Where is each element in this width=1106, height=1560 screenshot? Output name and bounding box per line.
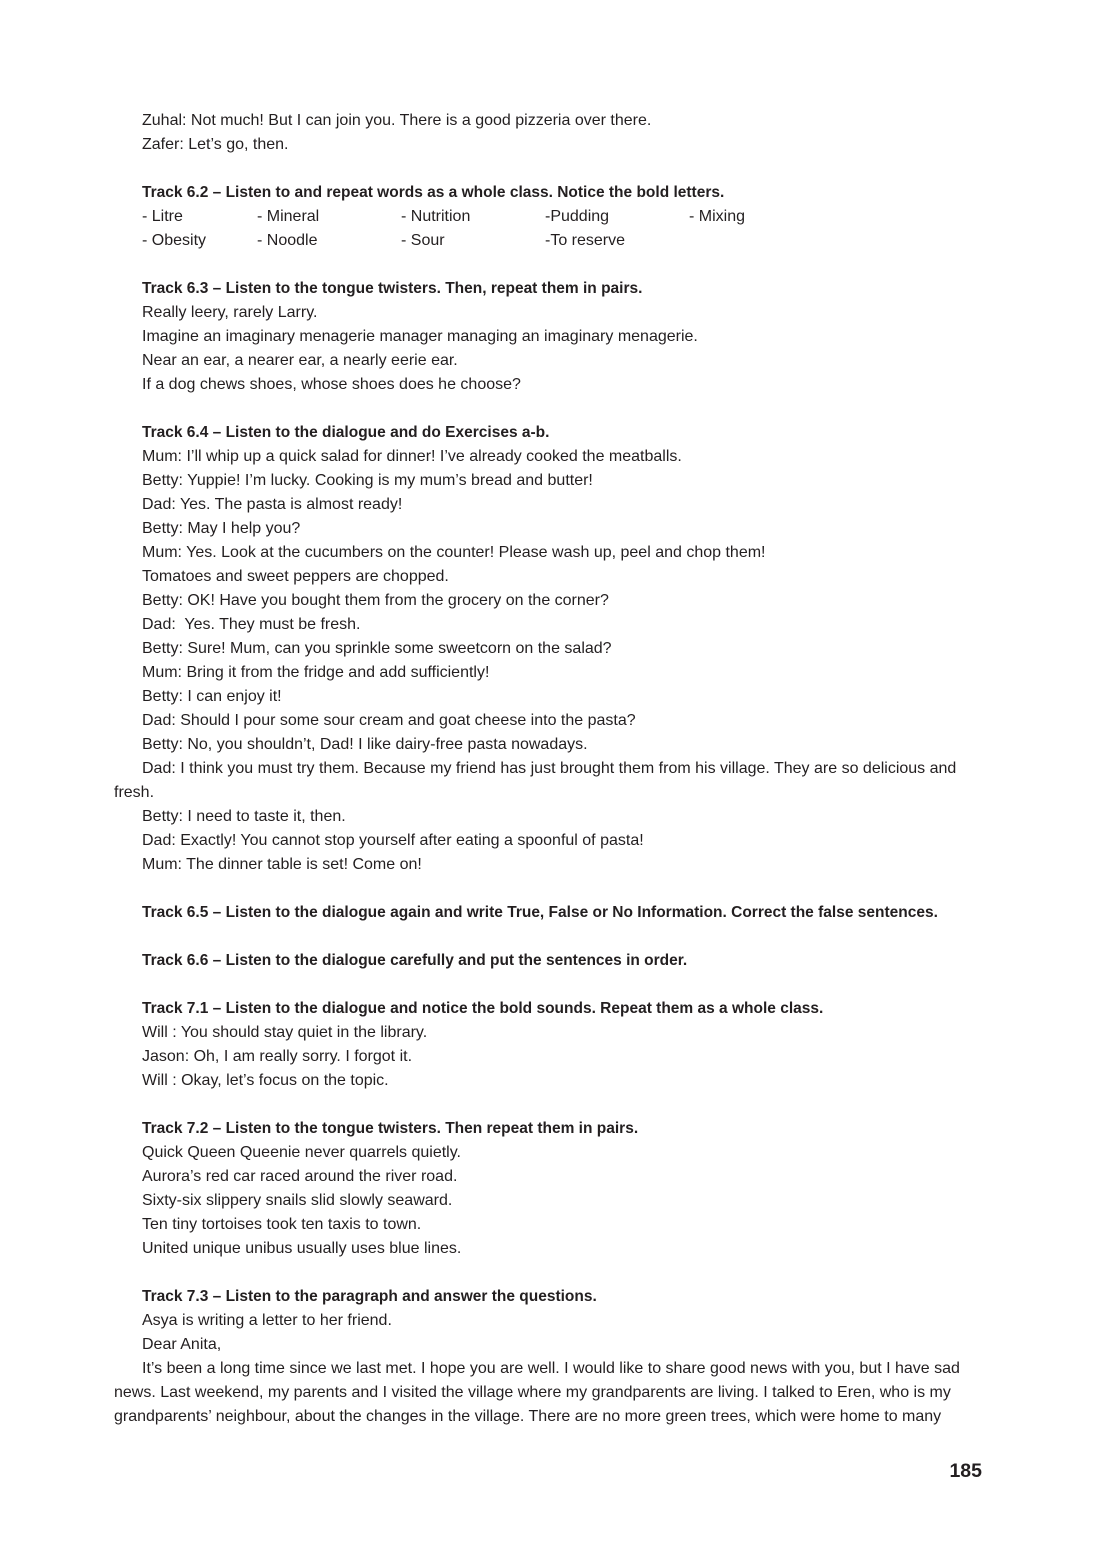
- word-item: - Obesity: [142, 232, 207, 249]
- intro-dialogue: [114, 109, 1014, 157]
- dialogue-line: Mum: Yes. Look at the cucumbers on the counter! Please wash up, peel and chop them!: [142, 544, 766, 561]
- letter-intro-sentence: Asya is writing a letter to her friend.: [142, 1312, 392, 1329]
- track-6-5-section: [114, 901, 1014, 925]
- word-item: - Mixing: [689, 208, 746, 225]
- dialogue-line: Dad: I think you must try them. Because my friend has just brought them from his village. They are so delicious and: [142, 760, 957, 777]
- word-item: - Noodle: [257, 232, 318, 249]
- tongue-twister-line: Imagine an imaginary menagerie manager managing an imaginary menagerie.: [142, 328, 698, 345]
- dialogue-line: Betty: May I help you?: [142, 520, 301, 537]
- letter-paragraph-line: It’s been a long time since we last met. I hope you are well. I would like to share good news with you, but I have sad: [142, 1360, 960, 1377]
- tongue-twister-line: Really leery, rarely Larry.: [142, 304, 318, 321]
- track-6-3-section: [114, 277, 1014, 397]
- word-item: - Sour: [401, 232, 445, 249]
- letter-paragraph-line: news. Last weekend, my parents and I visited the village where my grandparents are living. I talked to Eren, who is my: [114, 1384, 951, 1401]
- track-7-2-section: [114, 1117, 1014, 1261]
- dialogue-line: Mum: I’ll whip up a quick salad for dinner! I’ve already cooked the meatballs.: [142, 448, 682, 465]
- track-6-4-section: [114, 421, 1014, 877]
- track-6-2-heading: Track 6.2 – Listen to and repeat words as a whole class. Notice the bold letters.: [142, 184, 725, 201]
- dialogue-line: Zuhal: Not much! But I can join you. There is a good pizzeria over there.: [142, 112, 652, 129]
- dialogue-line: Zafer: Let’s go, then.: [142, 136, 289, 153]
- word-item: - Litre: [142, 208, 183, 225]
- tongue-twister-line: Sixty-six slippery snails slid slowly seaward.: [142, 1192, 453, 1209]
- word-row: [114, 229, 1014, 253]
- tongue-twister-line: Quick Queen Queenie never quarrels quietly.: [142, 1144, 461, 1161]
- word-item: - Mineral: [257, 208, 320, 225]
- track-7-2-heading: Track 7.2 – Listen to the tongue twisters. Then repeat them in pairs.: [142, 1120, 639, 1137]
- track-6-2-section: [114, 181, 1014, 253]
- dialogue-line: Will : You should stay quiet in the library.: [142, 1024, 428, 1041]
- dialogue-line: Dad: Yes. They must be fresh.: [142, 616, 361, 633]
- letter-greeting: Dear Anita,: [142, 1336, 222, 1353]
- dialogue-line: Betty: Sure! Mum, can you sprinkle some sweetcorn on the salad?: [142, 640, 612, 657]
- dialogue-line: Dad: Exactly! You cannot stop yourself after eating a spoonful of pasta!: [142, 832, 644, 849]
- dialogue-line: Mum: The dinner table is set! Come on!: [142, 856, 422, 873]
- track-7-1-section: [114, 997, 1014, 1093]
- word-item: - Nutrition: [401, 208, 471, 225]
- tongue-twister-line: Near an ear, a nearer ear, a nearly eerie ear.: [142, 352, 458, 369]
- track-6-5-heading: Track 6.5 – Listen to the dialogue again and write True, False or No Information. Correct the false sentences.: [142, 904, 938, 921]
- dialogue-line: Mum: Bring it from the fridge and add sufficiently!: [142, 664, 490, 681]
- dialogue-line: Betty: OK! Have you bought them from the grocery on the corner?: [142, 592, 609, 609]
- track-7-3-section: [114, 1285, 1014, 1429]
- word-item: -To reserve: [545, 232, 626, 249]
- dialogue-line: Betty: I need to taste it, then.: [142, 808, 346, 825]
- tongue-twister-line: If a dog chews shoes, whose shoes does he choose?: [142, 376, 521, 393]
- dialogue-line: Tomatoes and sweet peppers are chopped.: [142, 568, 449, 585]
- dialogue-line: Betty: Yuppie! I’m lucky. Cooking is my mum’s bread and butter!: [142, 472, 593, 489]
- track-6-3-heading: Track 6.3 – Listen to the tongue twisters. Then, repeat them in pairs.: [142, 280, 643, 297]
- tongue-twister-line: Ten tiny tortoises took ten taxis to town.: [142, 1216, 422, 1233]
- dialogue-line: Will : Okay, let’s focus on the topic.: [142, 1072, 389, 1089]
- tongue-twister-line: United unique unibus usually uses blue lines.: [142, 1240, 462, 1257]
- dialogue-line: Dad: Should I pour some sour cream and goat cheese into the pasta?: [142, 712, 636, 729]
- track-6-6-section: [114, 949, 1014, 973]
- dialogue-line-continuation: fresh.: [114, 784, 155, 801]
- dialogue-line: Betty: I can enjoy it!: [142, 688, 282, 705]
- word-row: [114, 205, 1014, 229]
- page-content: [114, 109, 1014, 1429]
- tongue-twister-line: Aurora’s red car raced around the river road.: [142, 1168, 458, 1185]
- track-7-1-heading: Track 7.1 – Listen to the dialogue and notice the bold sounds. Repeat them as a whole class.: [142, 1000, 824, 1017]
- page-number: 185: [949, 1460, 982, 1482]
- track-6-4-heading: Track 6.4 – Listen to the dialogue and do Exercises a-b.: [142, 424, 550, 441]
- track-7-3-heading: Track 7.3 – Listen to the paragraph and answer the questions.: [142, 1288, 597, 1305]
- track-6-6-heading: Track 6.6 – Listen to the dialogue carefully and put the sentences in order.: [142, 952, 688, 969]
- dialogue-line: Dad: Yes. The pasta is almost ready!: [142, 496, 403, 513]
- letter-paragraph-line: grandparents’ neighbour, about the changes in the village. There are no more green trees, which were home to many: [114, 1408, 942, 1425]
- dialogue-line: Jason: Oh, I am really sorry. I forgot it.: [142, 1048, 413, 1065]
- word-item: -Pudding: [545, 208, 610, 225]
- dialogue-line: Betty: No, you shouldn’t, Dad! I like dairy-free pasta nowadays.: [142, 736, 588, 753]
